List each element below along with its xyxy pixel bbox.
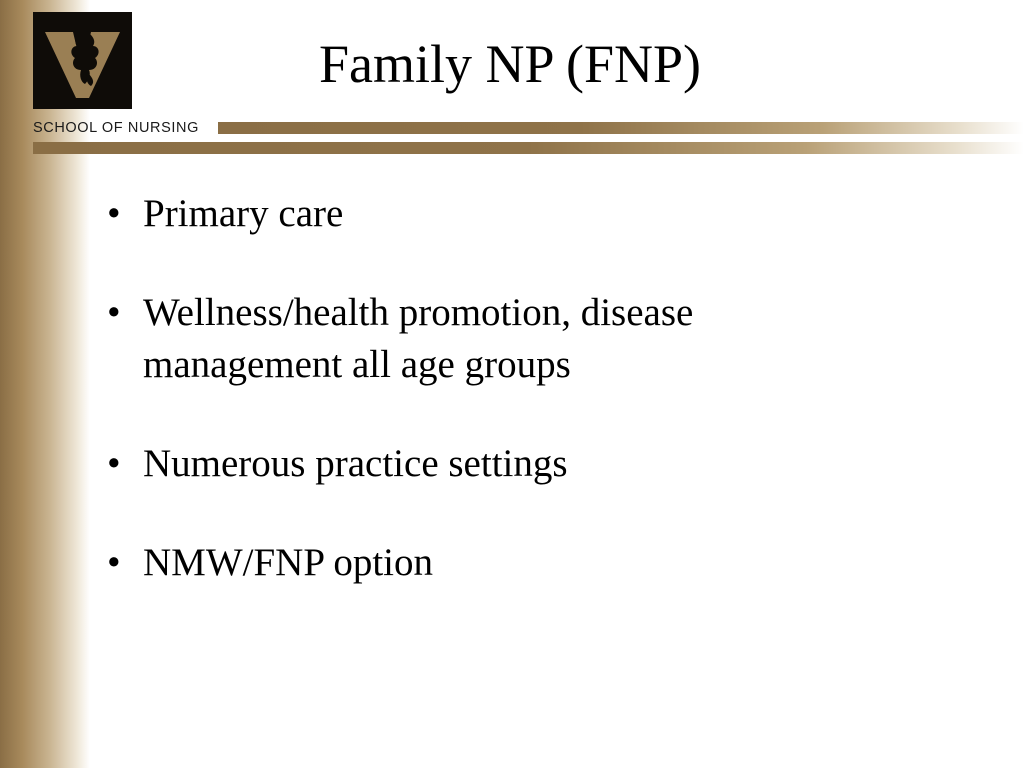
bullet-marker: • [107,291,121,334]
bullet-item [107,287,827,391]
oak-leaf-v-logo-icon [33,12,132,109]
bullet-text: Primary care [143,192,344,235]
bullet-text: NMW/FNP option [143,541,434,584]
bullet-item [107,438,827,490]
bullet-item [107,188,827,240]
bullet-text: Wellness/health promotion, disease management all age groups [143,291,694,386]
slide-title: Family NP (FNP) [318,34,702,94]
bullet-list [107,188,827,589]
header-rule-bottom [33,142,1024,154]
bullet-marker: • [107,192,121,235]
bullet-marker: • [107,442,121,485]
school-of-nursing-label: SCHOOL OF NURSING [33,120,199,136]
header-rule-top [218,122,1024,134]
bullet-item [107,537,827,589]
bullet-text: Numerous practice settings [143,442,568,485]
bullet-marker: • [107,541,121,584]
left-decorative-bar [0,0,90,768]
